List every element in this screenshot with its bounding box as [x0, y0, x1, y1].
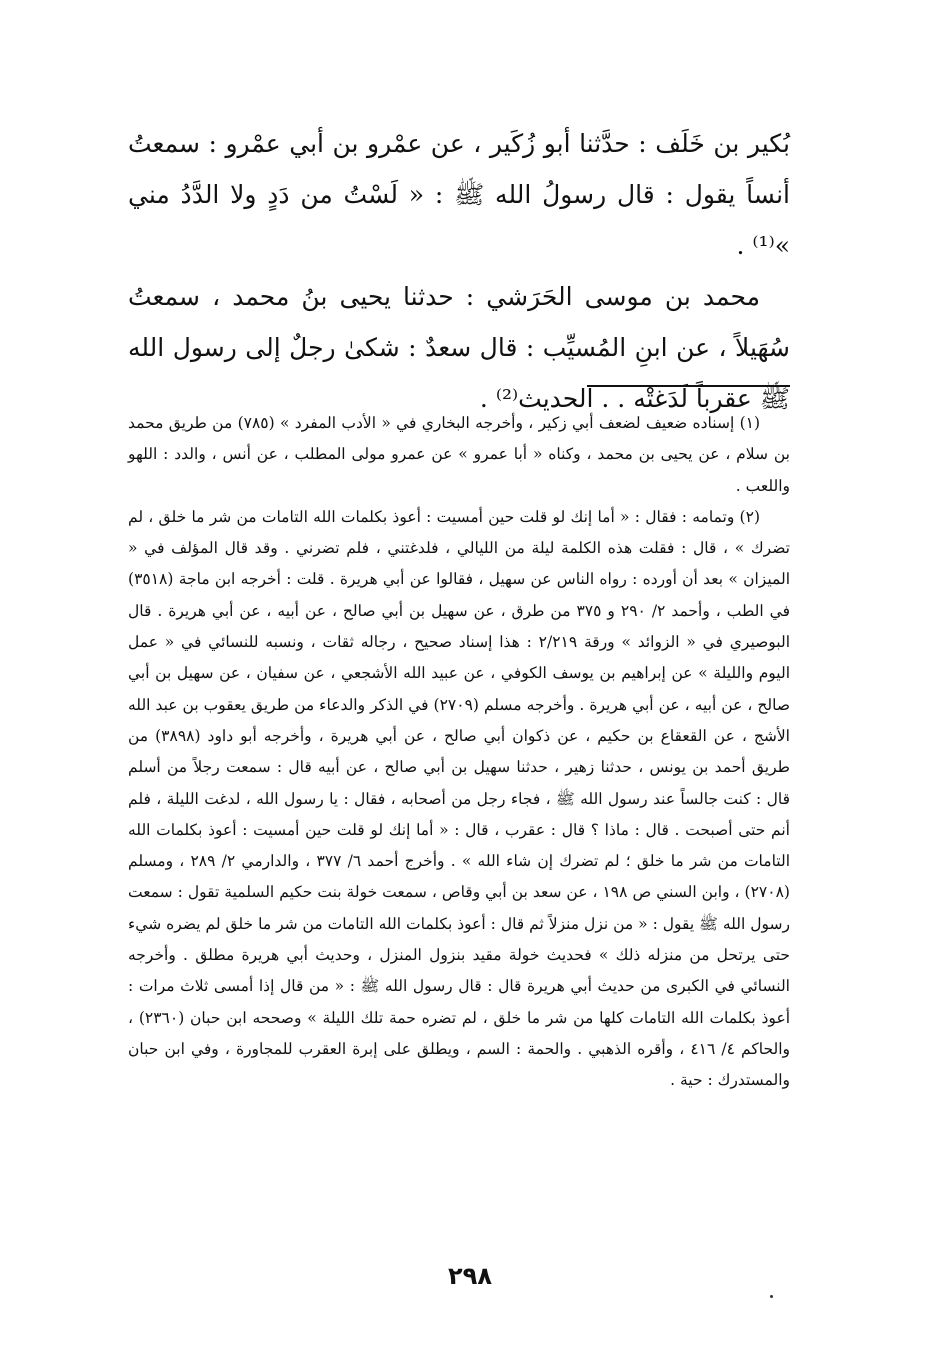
hadith-paragraph: بُكير بن خَلَف : حدَّثنا أبو زُكَير ، عن عمْرو بن أبي عمْرو : سمعتُ أنساً يقول : قال رسولُ الله ﷺ : « لَسْتُ من دَدٍ ولا الدَّدُ مني »⁽¹⁾ . [128, 129, 790, 260]
scan-speck [770, 1295, 773, 1298]
footnote: (١) إسناده ضعيف لضعف أبي زكير ، وأخرجه البخاري في « الأدب المفرد » (٧٨٥) من طريق محمد بن سلام ، عن يحيى بن محمد ، وكناه « أبا عمرو » عن عمرو مولى المطلب ، عن أنس ، والدد : اللهو واللعب . [128, 414, 790, 495]
footnote-separator [587, 385, 790, 387]
page-number: ٢٩٨ [448, 1262, 492, 1290]
hadith-paragraph: محمد بن موسى الحَرَشي : حدثنا يحيى بنُ محمد ، سمعتُ سُهَيلاً ، عن ابنِ المُسيِّب : قال سعدٌ : شكىٰ رجلٌ إلى رسول الله ﷺ عقرباً لَدَغتْه . . الحديث⁽²⁾ . [128, 282, 790, 413]
footnotes [128, 408, 790, 1097]
footnote: (٢) وتمامه : فقال : « أما إنك لو قلت حين أمسيت : أعوذ بكلمات الله التامات من شر ما خلق ، لم تضرك » ، قال : فقلت هذه الكلمة ليلة من الليالي ، فلدغتني ، فلم تضرني . وقد قال المؤلف في « الميزان » بعد أن أورده : رواه الناس عن سهيل ، فقالوا عن أبي هريرة . قلت : أخرجه ابن ماجة (٣٥١٨) في الطب ، وأحمد ٢/ ٢٩٠ و ٣٧٥ من طرق ، عن سهيل بن أبي صالح ، عن أبيه ، عن أبي هريرة . قال البوصيري في « الزوائد » ورقة ٢/٢١٩ : هذا إسناد صحيح ، رجاله ثقات ، ونسبه للنسائي في « عمل اليوم والليلة » عن إبراهيم بن يوسف الكوفي ، عن عبيد الله الأشجعي ، عن سفيان ، عن سهيل بن أبي صالح ، عن أبيه ، عن أبي هريرة . وأخرجه مسلم (٢٧٠٩) في الذكر والدعاء من طريق يعقوب بن عبد الله الأشج ، عن القعقاع بن حكيم ، عن ذكوان أبي صالح ، عن أبي هريرة ، وأخرجه أبو داود (٣٨٩٨) من طريق أحمد بن يونس ، حدثنا زهير ، حدثنا سهيل بن أبي صالح ، عن أبيه قال : سمعت رجلاً من أسلم قال : كنت جالساً عند رسول الله ﷺ ، فجاء رجل من أصحابه ، فقال : يا رسول الله ، لدغت الليلة ، فلم أنم حتى أصبحت . قال : ماذا ؟ قال : عقرب ، قال : « أما إنك لو قلت حين أمسيت : أعوذ بكلمات الله التامات من شر ما خلق ؛ لم تضرك إن شاء الله » . وأخرج أحمد ٦/ ٣٧٧ ، والدارمي ٢/ ٢٨٩ ، ومسلم (٢٧٠٨) ، وابن السني ص ١٩٨ ، عن سعد بن أبي وقاص ، سمعت خولة بنت حكيم السلمية تقول : سمعت رسول الله ﷺ يقول : « من نزل منزلاً ثم قال : أعوذ بكلمات الله التامات من شر ما خلق لم يضره شيء حتى يرتحل من منزله ذلك » فحديث خولة مقيد بنزول المنزل ، وحديث أبي هريرة مطلق . وأخرجه النسائي في الكبرى من حديث أبي هريرة قال : قال رسول الله ﷺ : « من قال إذا أمسى ثلاث مرات : أعوذ بكلمات الله التامات كلها من شر ما خلق ، لم تضره حمة تلك الليلة » وصححه ابن حبان (٢٣٦٠) ، والحاكم ٤/ ٤١٦ ، وأقره الذهبي . والحمة : السم ، ويطلق على إبرة العقرب للمجاورة ، وفي ابن حبان والمستدرك : حية . [128, 507, 791, 1090]
main-text [128, 118, 790, 424]
